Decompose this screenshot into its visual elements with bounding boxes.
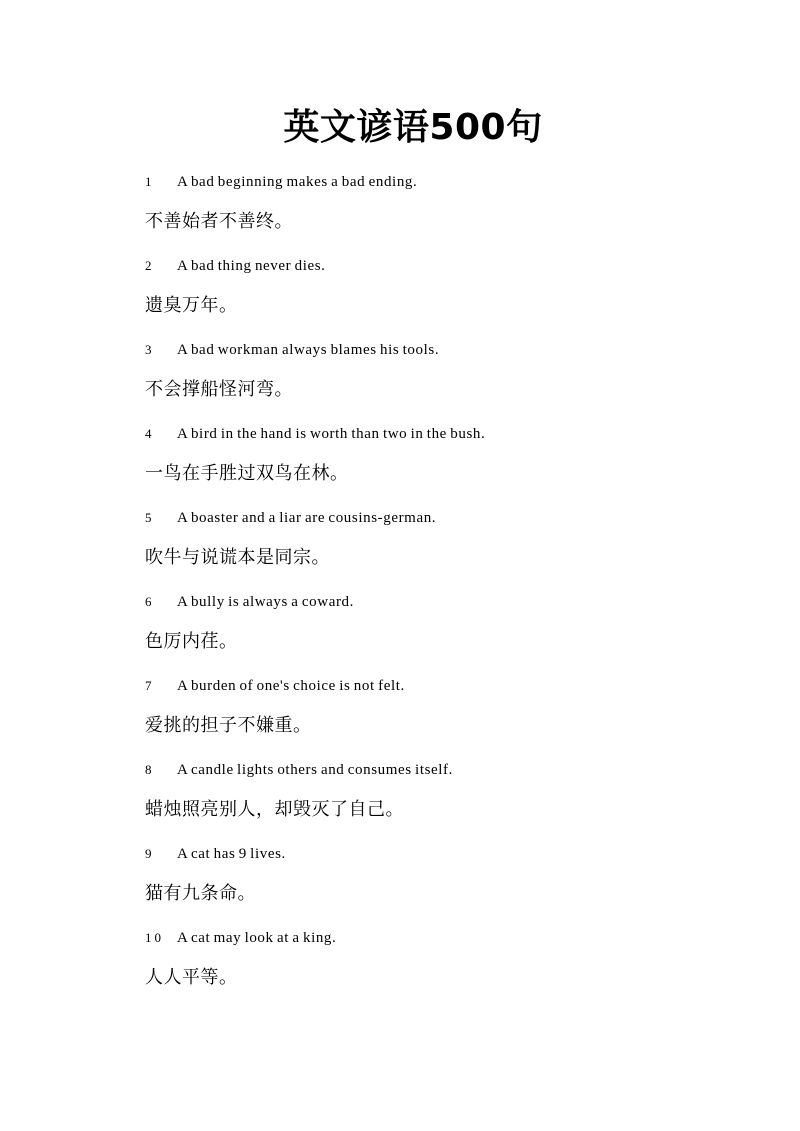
proverb-english-line bbox=[145, 171, 745, 193]
proverb-english-line bbox=[145, 339, 745, 361]
proverb-english-line bbox=[145, 255, 745, 277]
proverb-chinese: 一鸟在手胜过双鸟在林。 bbox=[145, 463, 349, 484]
proverb-number: 6 bbox=[145, 594, 155, 609]
proverb-number: 8 bbox=[145, 762, 155, 777]
proverb-entry bbox=[145, 675, 745, 739]
proverb-english: A bad beginning makes a bad ending. bbox=[177, 174, 418, 190]
proverb-entry bbox=[145, 759, 745, 823]
proverb-english-line bbox=[145, 423, 745, 445]
proverb-chinese: 吹牛与说谎本是同宗。 bbox=[145, 547, 330, 568]
proverb-chinese: 遗臭万年。 bbox=[145, 295, 238, 316]
proverb-english-line bbox=[145, 675, 745, 697]
proverb-chinese: 人人平等。 bbox=[145, 967, 238, 988]
proverb-entry bbox=[145, 927, 745, 991]
proverb-number: 10 bbox=[145, 930, 164, 945]
proverb-english: A bad workman always blames his tools. bbox=[177, 342, 440, 358]
proverb-entry bbox=[145, 339, 745, 403]
proverb-chinese: 不善始者不善终。 bbox=[145, 211, 293, 232]
proverb-entry bbox=[145, 255, 745, 319]
proverb-number: 5 bbox=[145, 510, 155, 525]
proverb-english-line bbox=[145, 507, 745, 529]
proverb-entry bbox=[145, 591, 745, 655]
proverb-entry bbox=[145, 843, 745, 907]
proverb-english: A bully is always a coward. bbox=[177, 594, 354, 610]
proverb-english: A bad thing never dies. bbox=[177, 258, 326, 274]
proverb-entry bbox=[145, 507, 745, 571]
proverb-english: A cat may look at a king. bbox=[177, 930, 337, 946]
proverb-chinese: 蜡烛照亮别人，却毁灭了自己。 bbox=[145, 799, 404, 820]
proverb-english-line bbox=[145, 927, 745, 949]
proverb-number: 3 bbox=[145, 342, 155, 357]
proverb-entry bbox=[145, 423, 745, 487]
proverb-number: 2 bbox=[145, 258, 155, 273]
proverb-entry bbox=[145, 171, 745, 235]
proverb-english: A candle lights others and consumes itself. bbox=[177, 762, 454, 778]
proverb-english-line bbox=[145, 759, 745, 781]
proverb-english: A bird in the hand is worth than two in the bush. bbox=[177, 426, 486, 442]
proverb-english: A burden of one's choice is not felt. bbox=[177, 678, 405, 694]
proverb-english: A cat has 9 lives. bbox=[177, 846, 286, 862]
proverb-number: 9 bbox=[145, 846, 155, 861]
proverb-chinese: 色厉内荏。 bbox=[145, 631, 238, 652]
proverb-english: A boaster and a liar are cousins-german. bbox=[177, 510, 437, 526]
proverb-number: 7 bbox=[145, 678, 155, 693]
proverb-chinese: 猫有九条命。 bbox=[145, 883, 256, 904]
proverb-english-line bbox=[145, 591, 745, 613]
proverb-number: 1 bbox=[145, 174, 155, 189]
document-title: 英文谚语500句 bbox=[283, 107, 543, 148]
proverb-number: 4 bbox=[145, 426, 155, 441]
proverb-chinese: 不会撑船怪河弯。 bbox=[145, 379, 293, 400]
proverb-chinese: 爱挑的担子不嫌重。 bbox=[145, 715, 312, 736]
proverb-english-line bbox=[145, 843, 745, 865]
